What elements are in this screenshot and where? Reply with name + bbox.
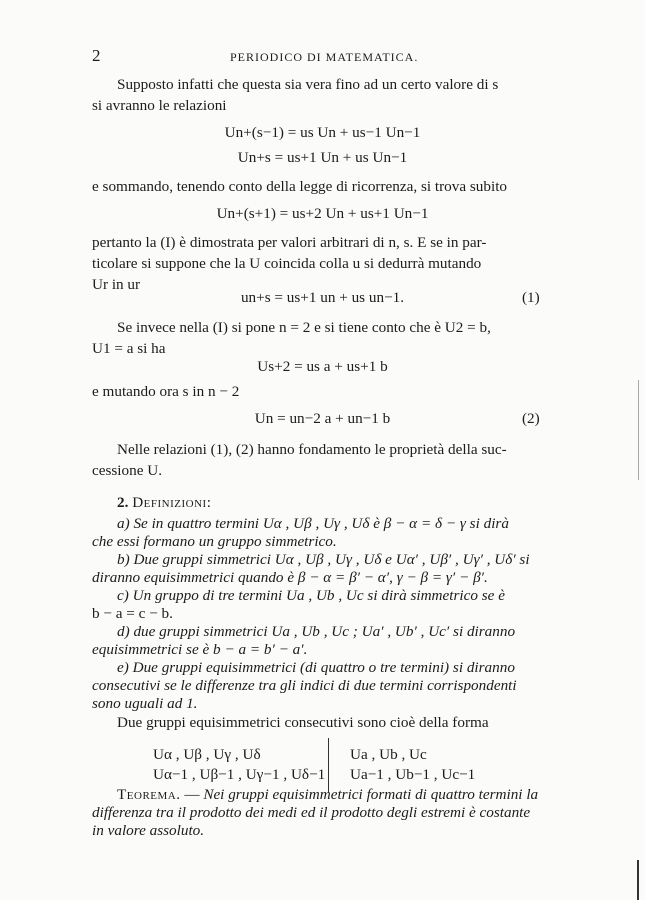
definition-c-line-1: c) Un gruppo di tre termini Ua , Ub , Uc si dirà simmetrico se è	[117, 587, 505, 604]
definitions-heading	[117, 493, 211, 513]
equation-a2: Un+s = us+1 Un + us Un−1	[237, 149, 408, 166]
definition-e-line-2: consecutivi se le differenze tra gli indici di due termini corrispondenti	[92, 677, 517, 694]
mutando-line: e mutando ora s in n − 2	[92, 383, 240, 400]
proof-line-1: pertanto la (I) è dimostrata per valori arbitrari di n, s. E se in par-	[92, 234, 487, 251]
theorem-line-1	[117, 785, 538, 805]
definition-b-line-1: b) Due gruppi simmetrici Uα , Uβ , Uγ , Uδ e Uα′ , Uβ′ , Uγ′ , Uδ′ si	[117, 551, 530, 568]
theorem-dash: —	[184, 786, 200, 803]
definition-e-line-1: e) Due gruppi equisimmetrici (di quattro o tre termini) si diranno	[117, 659, 515, 676]
relazioni-line-2: cessione U.	[92, 462, 163, 479]
invece-line-1: Se invece nella (I) si pone n = 2 e si tiene conto che è U2 = b,	[117, 319, 491, 336]
intro-line-1: Supposto infatti che questa sia vera fino ad un certo valore di s	[117, 76, 499, 93]
definition-e-line-3: sono uguali ad 1.	[92, 695, 198, 712]
section-number: 2.	[117, 494, 129, 511]
theorem-label: Teorema.	[117, 786, 181, 803]
invece-line-2: U1 = a si ha	[92, 340, 166, 357]
equation-2: Un = un−2 a + un−1 b	[254, 410, 391, 427]
form-line: Due gruppi equisimmetrici consecutivi sono cioè della forma	[117, 714, 489, 731]
theorem-line-2: differenza tra il prodotto dei medi ed il prodotto degli estremi è costante	[92, 804, 531, 821]
group-left-row-1: Uα , Uβ , Uγ , Uδ	[153, 746, 261, 763]
definition-b-line-2: diranno equisimmetrici quando è β − α = β′ − α′, γ − β = γ′ − β′.	[92, 569, 488, 586]
group-left-row-2: Uα−1 , Uβ−1 , Uγ−1 , Uδ−1	[153, 766, 326, 783]
definition-d-line-2: equisimmetrici se è b − a = b′ − a′.	[92, 641, 308, 658]
relazioni-line-1: Nelle relazioni (1), (2) hanno fondamento le proprietà della suc-	[117, 441, 507, 458]
proof-line-2: ticolare si suppone che la U coincida colla u si dedurrà mutando	[92, 255, 482, 272]
running-title: PERIODICO DI MATEMATICA.	[230, 50, 419, 64]
scan-edge-mark	[638, 380, 639, 480]
theorem-line-3: in valore assoluto.	[92, 822, 205, 839]
definition-a-line-1: a) Se in quattro termini Uα , Uβ , Uγ , Uδ è β − α = δ − γ si dirà	[117, 515, 509, 532]
page-number: 2	[92, 46, 101, 65]
group-right-row-2: Ua−1 , Ub−1 , Uc−1	[350, 766, 476, 783]
section-title: Definizioni:	[132, 494, 212, 511]
group-right-row-1: Ua , Ub , Uc	[350, 746, 427, 763]
sum-line: e sommando, tenendo conto della legge di ricorrenza, si trova subito	[92, 178, 508, 195]
equation-b: Un+(s+1) = us+2 Un + us+1 Un−1	[216, 205, 429, 222]
proof-line-3: Ur in ur	[92, 276, 141, 293]
equation-1: un+s = us+1 un + us un−1.	[240, 289, 405, 306]
intro-line-2: si avranno le relazioni	[92, 97, 227, 114]
scan-edge-mark-bottom	[637, 860, 639, 900]
equation-1-label: (1)	[522, 289, 540, 306]
equation-c: Us+2 = us a + us+1 b	[257, 358, 388, 375]
definition-a-line-2: che essi formano un gruppo simmetrico.	[92, 533, 337, 550]
equation-a1: Un+(s−1) = us Un + us−1 Un−1	[224, 124, 421, 141]
theorem-text-1: Nei gruppi equisimmetrici formati di quattro termini la	[203, 786, 539, 803]
group-divider	[328, 738, 329, 792]
equation-2-label: (2)	[522, 410, 540, 427]
definition-c-line-2: b − a = c − b.	[92, 605, 173, 622]
definition-d-line-1: d) due gruppi simmetrici Ua , Ub , Uc ; Ua′ , Ub′ , Uc′ si diranno	[117, 623, 516, 640]
